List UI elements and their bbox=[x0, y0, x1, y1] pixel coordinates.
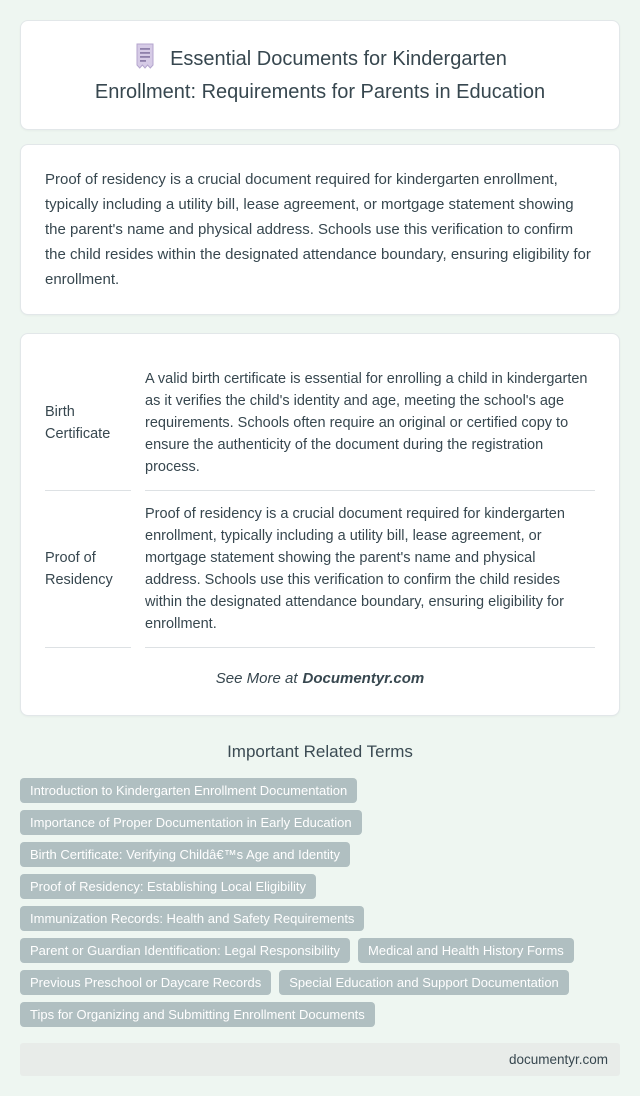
title-card bbox=[20, 20, 620, 130]
footer-bar bbox=[20, 1043, 620, 1076]
page-title-text: Essential Documents for Kindergarten Enrollment: Requirements for Parents in Education bbox=[94, 48, 546, 103]
related-term-tag[interactable]: Medical and Health History Forms bbox=[358, 938, 574, 963]
documents-table bbox=[31, 356, 609, 648]
intro-card bbox=[20, 144, 620, 315]
intro-paragraph: Proof of residency is a crucial document required for kindergarten enrollment, typically including a utility bill, lease agreement, or mortgage statement showing the parent's name and physical address. Schools use this verification to confirm the child resides within the designated attendance boundary, ensuring eligibility for enrollment. bbox=[45, 171, 591, 288]
table-term: Birth Certificate bbox=[45, 356, 131, 491]
see-more-line bbox=[45, 670, 595, 687]
receipt-icon bbox=[133, 43, 157, 78]
related-terms-heading: Important Related Terms bbox=[227, 742, 413, 761]
documents-table-card bbox=[20, 333, 620, 716]
related-term-tag[interactable]: Introduction to Kindergarten Enrollment Documentation bbox=[20, 778, 357, 803]
see-more-site-link[interactable]: Documentyr.com bbox=[302, 670, 425, 687]
table-term: Proof of Residency bbox=[45, 491, 131, 648]
page-title bbox=[80, 43, 560, 107]
related-term-tag[interactable]: Birth Certificate: Verifying Childâ€™s Age and Identity bbox=[20, 842, 350, 867]
related-term-tag[interactable]: Immunization Records: Health and Safety Requirements bbox=[20, 906, 364, 931]
table-row bbox=[45, 356, 595, 491]
related-term-tag[interactable]: Special Education and Support Documentation bbox=[279, 970, 569, 995]
related-term-tag[interactable]: Parent or Guardian Identification: Legal Responsibility bbox=[20, 938, 350, 963]
related-term-tag[interactable]: Previous Preschool or Daycare Records bbox=[20, 970, 271, 995]
footer-site-link[interactable]: documentyr.com bbox=[508, 1052, 608, 1067]
related-terms-list bbox=[20, 778, 620, 1027]
table-description: Proof of residency is a crucial document required for kindergarten enrollment, typically including a utility bill, lease agreement, or mortgage statement showing the parent's name and physical address. Schools use this verification to confirm the child resides within the designated attendance boundary, ensuring eligibility for enrollment. bbox=[145, 491, 595, 648]
related-term-tag[interactable]: Proof of Residency: Establishing Local Eligibility bbox=[20, 874, 316, 899]
table-description: A valid birth certificate is essential for enrolling a child in kindergarten as it verifies the child's identity and age, meeting the school's age requirements. Schools often require an original or certified copy to ensure the authenticity of the document during the registration process. bbox=[145, 356, 595, 491]
related-term-tag[interactable]: Importance of Proper Documentation in Early Education bbox=[20, 810, 362, 835]
related-term-tag[interactable]: Tips for Organizing and Submitting Enrollment Documents bbox=[20, 1002, 375, 1027]
table-row bbox=[45, 491, 595, 648]
see-more-prefix: See More at bbox=[215, 670, 298, 687]
